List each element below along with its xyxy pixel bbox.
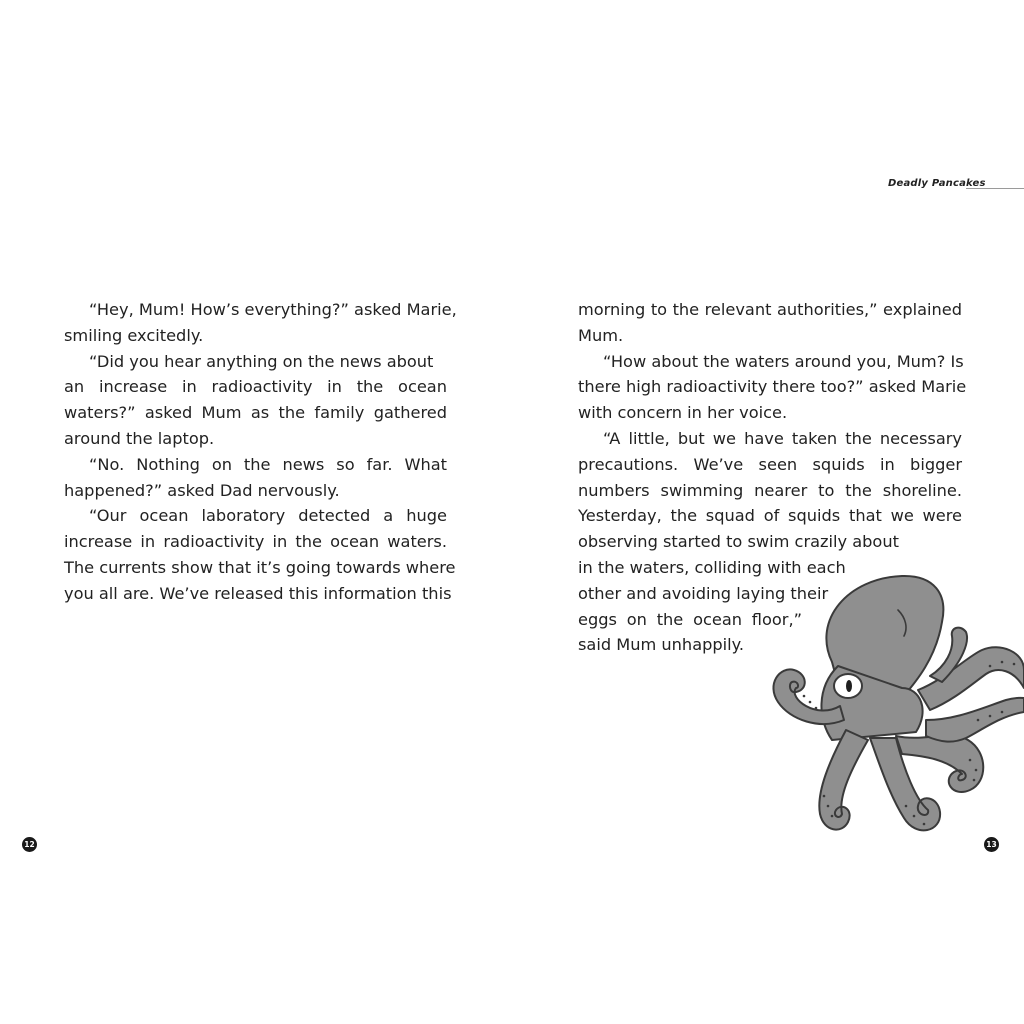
text-line: observing started to swim crazily about [578,532,899,552]
text-line: there high radioactivity there too?” asked Marie [578,377,967,397]
text-line: The currents show that it’s going towards where [64,557,456,577]
running-head-rule [966,188,1024,189]
text-line: eggs on the ocean floor,” [578,609,802,629]
text-line: Yesterday, the squad of squids that we were [578,506,962,526]
text-line: “How about the waters around you, Mum? Is [603,351,964,371]
text-line: numbers swimming nearer to the shoreline. [578,480,962,500]
text-line: happened?” asked Dad nervously. [64,480,340,500]
text-line: Mum. [578,325,624,345]
text-line: you all are. We’ve released this information this [64,583,452,603]
page-number: 13 [984,837,999,852]
text-line: in the waters, colliding with each [578,557,846,577]
text-line: increase in radioactivity in the ocean waters. [64,532,447,552]
text-line: precautions. We’ve seen squids in bigger [578,454,962,474]
running-head-title: Deadly Pancakes [888,178,986,189]
text-line: “Our ocean laboratory detected a huge [89,506,447,526]
text-line: morning to the relevant authorities,” explained [578,300,962,319]
text-line: “A little, but we have taken the necessary [603,428,962,448]
text-line: other and avoiding laying their [578,583,829,603]
octopus-icon [720,570,1024,860]
page-number: 12 [22,837,37,852]
right-page [512,0,1024,1024]
text-line: “No. Nothing on the news so far. What [89,454,447,474]
text-line: around the laptop. [64,428,215,448]
left-page-text [64,297,457,607]
text-line: said Mum unhappily. [578,635,745,655]
text-line: “Hey, Mum! How’s everything?” asked Marie, [89,300,457,319]
text-line: with concern in her voice. [578,403,788,423]
text-line: “Did you hear anything on the news about [89,351,434,371]
text-line: smiling excitedly. [64,325,204,345]
text-line: an increase in radioactivity in the ocean [64,377,447,397]
text-line: waters?” asked Mum as the family gathered [64,403,447,423]
